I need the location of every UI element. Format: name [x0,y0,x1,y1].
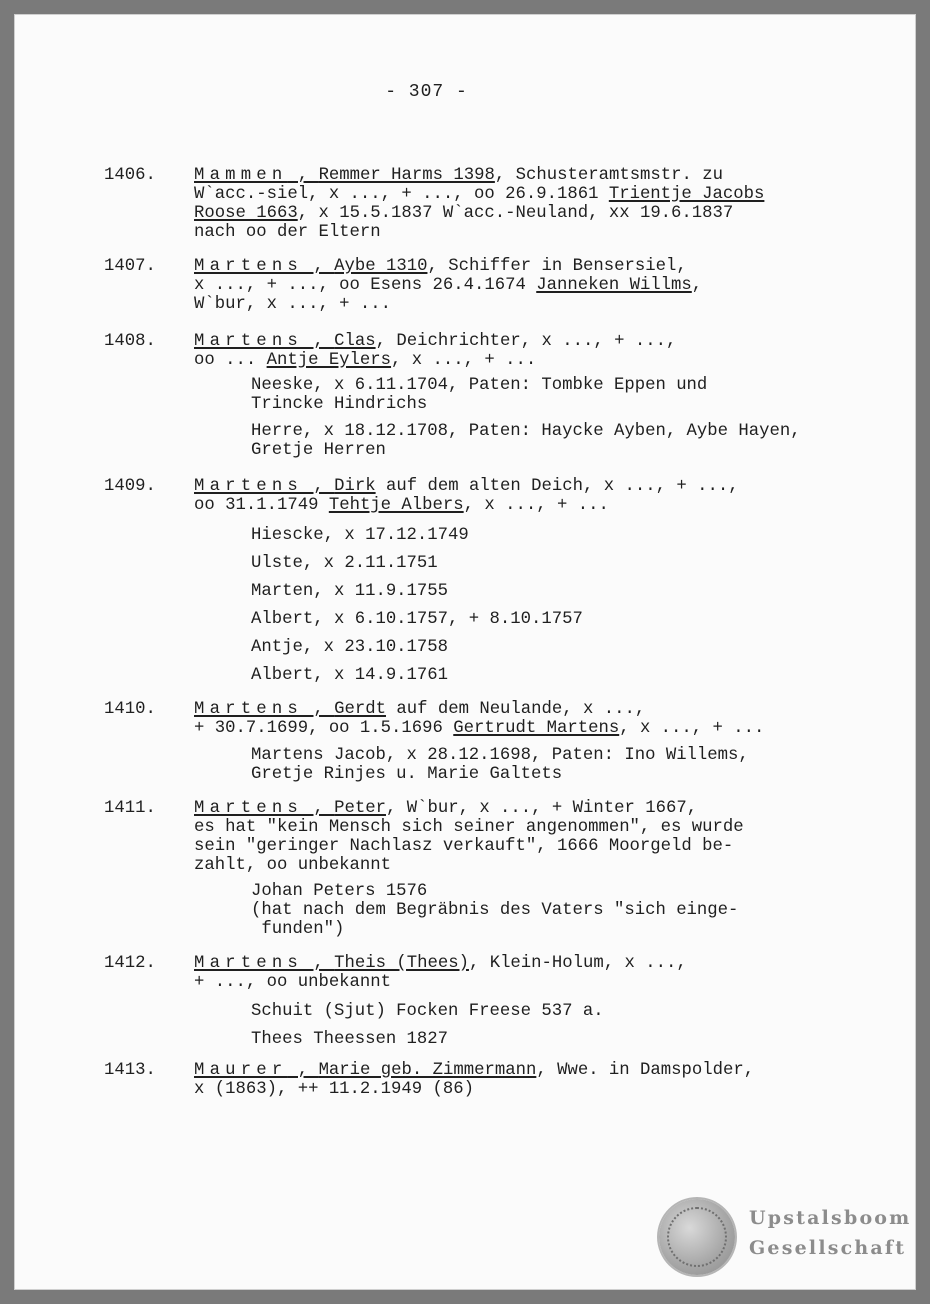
text-segment: + 30.7.1699, oo 1.5.1696 [194,719,454,738]
underlined-name: , [303,332,335,351]
text-segment: x ..., + ..., oo Esens 26.4.1674 [194,276,537,295]
text-segment: es hat "kein Mensch sich seiner angenommen", es wurde [194,818,744,837]
child-record: Neeske, x 6.11.1704, Paten: Tombke Eppen und Trincke Hindrichs [251,376,708,414]
entry-line [194,477,739,496]
child-record: Johan Peters 1576 (hat nach dem Begräbnis des Vaters "sich einge- funden") [251,882,739,939]
entry-line [194,700,764,719]
child-record: Schuit (Sjut) Focken Freese 537 a. [251,1002,604,1021]
entry-text [194,799,744,875]
text-segment: oo 31.1.1749 [194,496,329,515]
entry-line [194,1080,754,1099]
underlined-name: , [303,799,335,818]
entry-line [194,856,744,875]
underlined-name: Roose 1663 [194,204,298,223]
child-record: Marten, x 11.9.1755 [251,582,449,601]
underlined-name: Trientje Jacobs [608,185,765,204]
underlined-name: Gertrudt Martens [453,719,620,738]
child-record: Hiescke, x 17.12.1749 [251,526,469,545]
text-segment: + ..., oo unbekannt [194,973,392,992]
entry-number: 1411. [104,799,156,818]
entry-text [194,700,764,738]
entry-line [194,257,702,276]
entry-line [194,223,764,242]
entry-line [194,332,676,351]
entry-text [194,1061,754,1099]
underlined-name: Clas [334,332,376,351]
underlined-name: , [303,954,335,973]
underlined-name: Antje Eylers [266,351,392,370]
entry-number: 1412. [104,954,156,973]
underlined-name: Marie geb. Zimmermann [318,1061,537,1080]
text-segment: sein "geringer Nachlasz verkauft", 1666 Moorgeld be- [194,837,734,856]
underlined-name: Tehtje Albers [328,496,464,515]
text-segment: , x 15.5.1837 W`acc.-Neuland, xx 19.6.1837 [297,204,734,223]
underlined-name: , [303,257,335,276]
underlined-name: Dirk [334,477,376,496]
text-segment: W`bur, x ..., + ... [194,295,392,314]
underlined-name: , [303,700,335,719]
child-record: Martens Jacob, x 28.12.1698, Paten: Ino Willems, Gretje Rinjes u. Marie Galtets [251,746,749,784]
underlined-name: Theis (Thees) [334,954,469,973]
entry-line [194,818,744,837]
entry-line [194,496,739,515]
underlined-name: Gerdt [334,700,386,719]
entry-number: 1410. [104,700,156,719]
text-segment: zahlt, oo unbekannt [194,856,392,875]
child-record: Albert, x 14.9.1761 [251,666,449,685]
child-record: Thees Theessen 1827 [251,1030,449,1049]
text-segment: , Deichrichter, x ..., + ..., [375,332,677,351]
text-segment: , Wwe. in Damspolder, [536,1061,755,1080]
text-segment: W`acc.-siel, x ..., + ..., oo 26.9.1861 [194,185,609,204]
text-segment: , x ..., + ... [463,496,609,515]
text-segment: , Schusteramtsmstr. zu [494,166,724,185]
entry-number: 1413. [104,1061,156,1080]
underlined-name: Martens [194,799,303,818]
underlined-name: Martens [194,477,303,496]
underlined-name: Maurer [194,1061,288,1080]
underlined-name: Peter [334,799,386,818]
entry-text [194,257,702,314]
entry-line [194,276,702,295]
seal-icon [659,1199,735,1275]
text-segment: , x ..., + ... [619,719,765,738]
text-segment: oo ... [194,351,267,370]
underlined-name: , [303,477,335,496]
underlined-name: , [287,1061,319,1080]
entry-line [194,351,676,370]
document-page [14,14,916,1290]
entry-text [194,477,739,515]
entry-line [194,719,764,738]
text-segment: , Schiffer in Bensersiel, [427,257,687,276]
text-segment: nach oo der Eltern [194,223,381,242]
entry-line [194,837,744,856]
underlined-name: Martens [194,954,303,973]
entry-number: 1407. [104,257,156,276]
entry-number: 1408. [104,332,156,351]
upstalsboom-logo [659,1199,912,1279]
entry-line [194,166,764,185]
entry-line [194,973,687,992]
logo-line2: Gesellschaft [749,1237,907,1259]
underlined-name: Mammen [194,166,288,185]
entry-line [194,204,764,223]
text-segment: , x ..., + ... [391,351,537,370]
entry-number: 1406. [104,166,156,185]
text-segment: , [691,276,703,295]
child-record: Albert, x 6.10.1757, + 8.10.1757 [251,610,583,629]
child-record: Herre, x 18.12.1708, Paten: Haycke Ayben, Aybe Hayen, Gretje Herren [251,422,801,460]
text-segment: , W`bur, x ..., + Winter 1667, [385,799,698,818]
text-segment: auf dem alten Deich, x ..., + ..., [375,477,739,496]
text-segment: x (1863), ++ 11.2.1949 (86) [194,1080,475,1099]
underlined-name: , [287,166,319,185]
entry-line [194,954,687,973]
text-segment: auf dem Neulande, x ..., [385,700,646,719]
entry-number: 1409. [104,477,156,496]
underlined-name: Martens [194,257,303,276]
logo-line1: Upstalsboom [749,1207,912,1229]
page-number: - 307 - [385,82,468,102]
underlined-name: Martens [194,332,303,351]
underlined-name: Aybe 1310 [334,257,428,276]
entry-text [194,332,676,370]
underlined-name: Remmer Harms 1398 [318,166,495,185]
entry-text [194,166,764,242]
entry-line [194,1061,754,1080]
underlined-name: Janneken Willms [536,276,692,295]
underlined-name: Martens [194,700,303,719]
entry-line [194,799,744,818]
child-record: Antje, x 23.10.1758 [251,638,449,657]
entry-text [194,954,687,992]
child-record: Ulste, x 2.11.1751 [251,554,438,573]
entry-line [194,295,702,314]
entry-line [194,185,764,204]
text-segment: , Klein-Holum, x ..., [468,954,687,973]
